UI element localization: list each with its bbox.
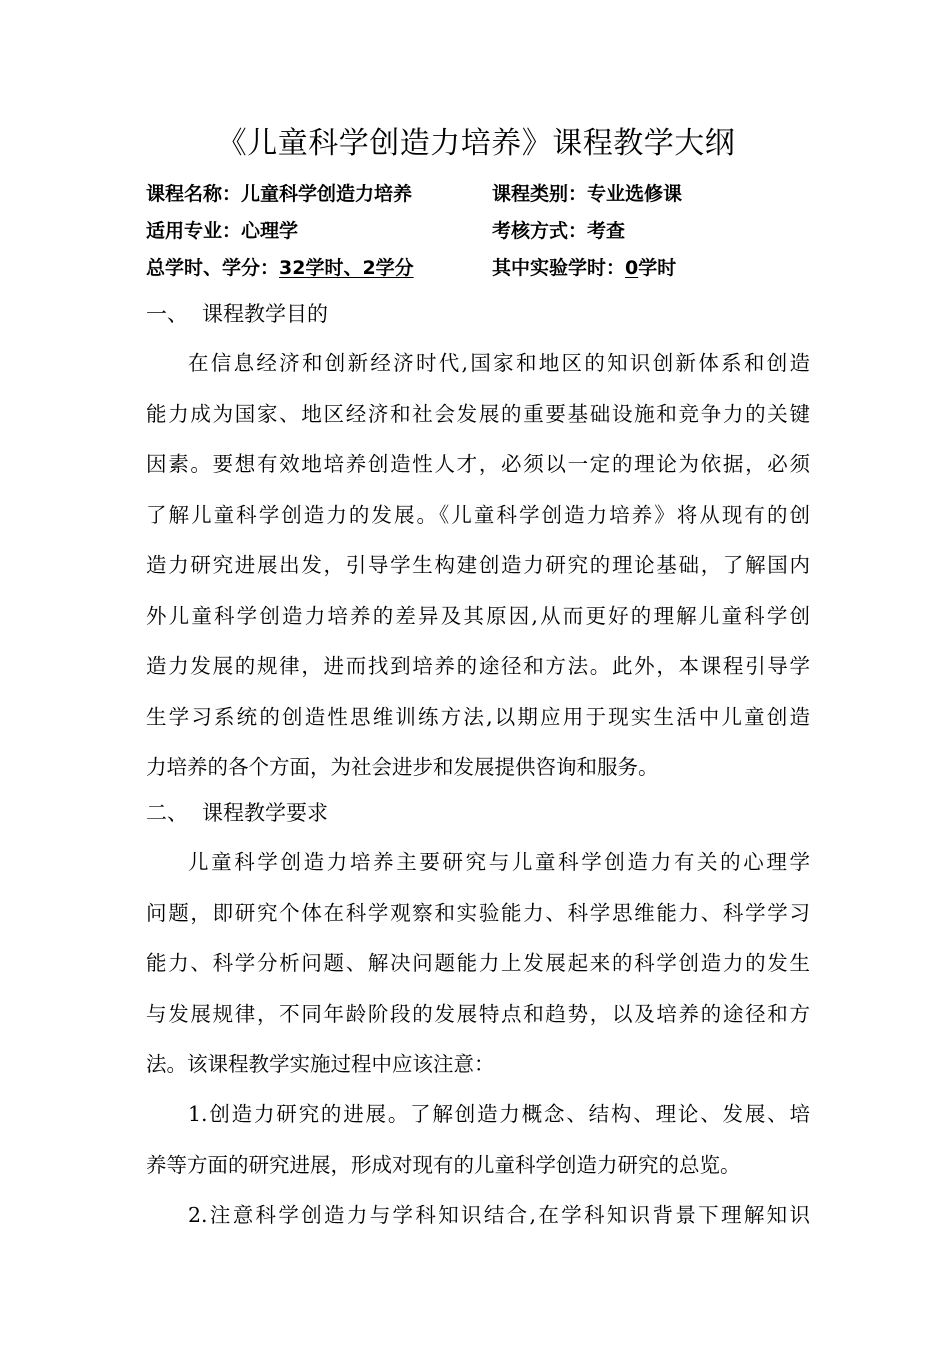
paragraph-line: 造力研究进展出发，引导学生构建创造力研究的理论基础，了解国内: [146, 553, 810, 577]
paragraph-line: 造力发展的规律，进而找到培养的途径和方法。此外，本课程引导学: [146, 654, 810, 678]
paragraph-line: 力培养的各个方面，为社会进步和发展提供咨询和服务。: [146, 755, 659, 779]
lab-hours-value: 0: [625, 257, 639, 279]
section-1-paragraph: [146, 338, 810, 793]
paragraph-line: 生学习系统的创造性思维训练方法,以期应用于现实生活中儿童创造: [146, 704, 810, 729]
hours-field: [146, 255, 414, 281]
lab-hours-unit: 学时: [638, 257, 677, 279]
course-type-field: [492, 181, 682, 207]
section-2-paragraph: [146, 837, 810, 1090]
assessment-value: 考查: [587, 220, 626, 242]
paragraph-line: 因素。要想有效地培养创造性人才，必须以一定的理论为依据，必须: [146, 452, 810, 476]
major-field: [146, 218, 298, 244]
section-1-number: 一、: [146, 302, 188, 326]
hours-value: 32学时、2学分: [279, 257, 414, 279]
hours-label: 总学时、学分：: [146, 257, 280, 279]
assessment-label: 考核方式：: [492, 220, 588, 242]
list-item-1: [146, 1089, 810, 1190]
paragraph-line: 了解儿童科学创造力的发展。《儿童科学创造力培养》将从现有的创: [146, 502, 810, 527]
major-value: 心理学: [241, 220, 299, 242]
paragraph-line: 问题，即研究个体在科学观察和实验能力、科学思维能力、科学学习: [146, 900, 810, 925]
course-name-value: 儿童科学创造力培养: [241, 183, 413, 205]
lab-hours-label: 其中实验学时：: [492, 257, 626, 279]
section-1-title: 课程教学目的: [202, 302, 328, 326]
section-2-heading: [146, 799, 328, 827]
paragraph-line: 与发展规律，不同年龄阶段的发展特点和趋势，以及培养的途径和方: [146, 1001, 810, 1026]
course-type-label: 课程类别：: [492, 183, 588, 205]
course-name-label: 课程名称：: [146, 183, 242, 205]
paragraph-line: 儿童科学创造力培养主要研究与儿童科学创造力有关的心理学: [188, 850, 810, 874]
paragraph-line: 法。该课程教学实施过程中应该注意：: [146, 1052, 495, 1076]
lab-hours-field: [492, 255, 676, 281]
assessment-field: [492, 218, 625, 244]
paragraph-line: 能力、科学分析问题、解决问题能力上发展起来的科学创造力的发生: [146, 951, 810, 975]
course-type-value: 专业选修课: [587, 183, 683, 205]
paragraph-line: 2.注意科学创造力与学科知识结合,在学科知识背景下理解知识: [188, 1203, 810, 1227]
document-title: 《儿童科学创造力培养》课程教学大纲: [216, 126, 736, 161]
list-item-2: [146, 1190, 810, 1241]
section-2-title: 课程教学要求: [202, 801, 328, 825]
paragraph-line: 外儿童科学创造力培养的差异及其原因,从而更好的理解儿童科学创: [146, 603, 810, 628]
course-name-field: [146, 181, 412, 207]
paragraph-line: 养等方面的研究进展，形成对现有的儿童科学创造力研究的总览。: [146, 1152, 741, 1177]
paragraph-line: 1.创造力研究的进展。了解创造力概念、结构、理论、发展、培: [188, 1102, 810, 1126]
section-2-number: 二、: [146, 801, 188, 825]
paragraph-line: 能力成为国家、地区经济和社会发展的重要基础设施和竞争力的关键: [146, 401, 810, 426]
paragraph-line: 在信息经济和创新经济时代,国家和地区的知识创新体系和创造: [188, 351, 810, 375]
major-label: 适用专业：: [146, 220, 242, 242]
section-1-heading: [146, 300, 328, 328]
